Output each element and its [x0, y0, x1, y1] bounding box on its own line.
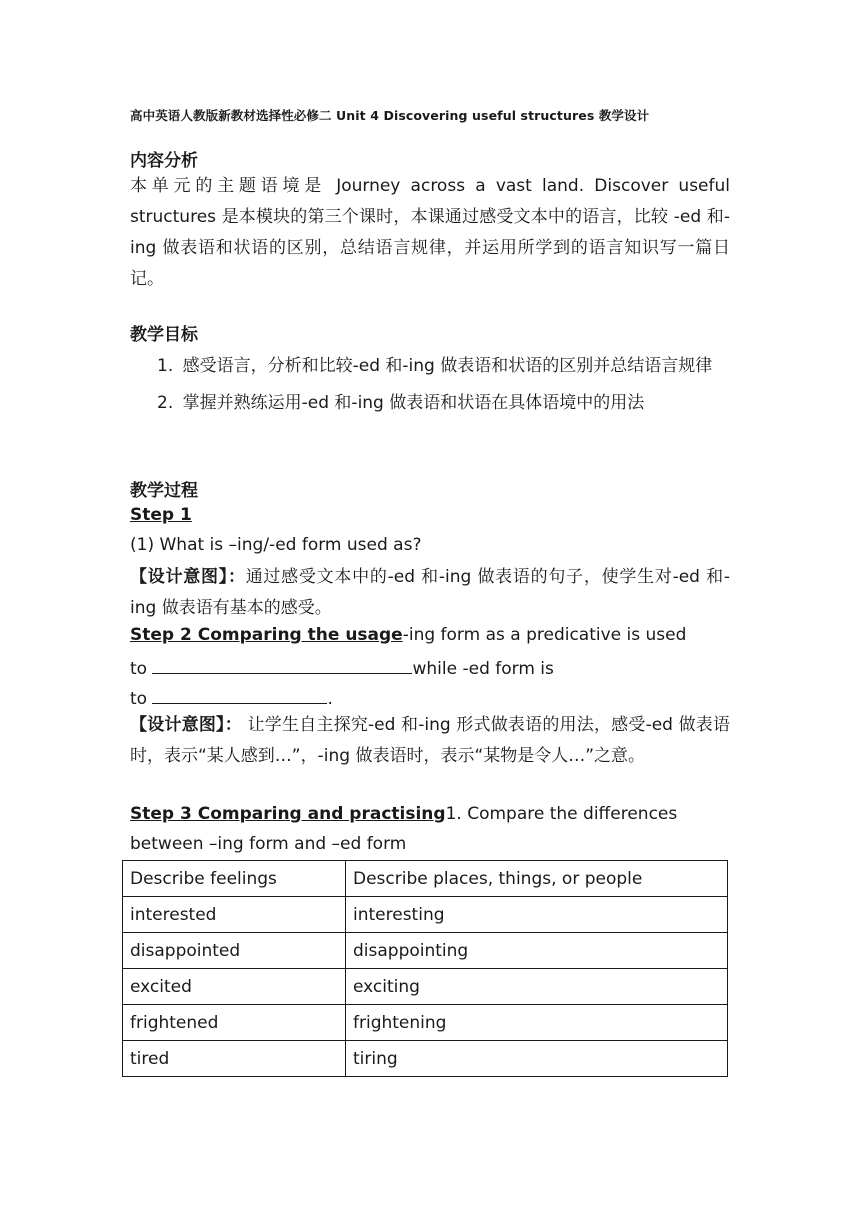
step3-text: 1. Compare the differences [445, 804, 678, 824]
document-title: 高中英语人教版新教材选择性必修二 Unit 4 Discovering useful structures 教学设计 [130, 108, 650, 123]
objective-number: 2. [157, 393, 174, 413]
table-cell: frightened [123, 1005, 346, 1041]
step2-heading: Step 2 Comparing the usage [130, 625, 403, 645]
comparison-table [122, 860, 728, 1077]
table-cell: disappointing [346, 933, 728, 969]
objectives-list [157, 350, 730, 420]
step3-line [130, 804, 677, 824]
answer-blank-2[interactable] [152, 685, 327, 704]
step2-intent [130, 710, 730, 772]
table-cell: disappointed [123, 933, 346, 969]
table-header-cell: Describe places, things, or people [346, 861, 728, 897]
table-cell: tiring [346, 1041, 728, 1077]
answer-blank-1[interactable] [152, 655, 412, 674]
table-row [123, 933, 728, 969]
step2-text: -ing form as a predicative is used [402, 625, 687, 645]
objective-text: 掌握并熟练运用-ed 和-ing 做表语和状语在具体语境中的用法 [182, 393, 645, 413]
table-cell: exciting [346, 969, 728, 1005]
step2-line [130, 625, 686, 645]
step2-text-b: while -ed form is [412, 659, 554, 679]
step3-text-b: between –ing form and –ed form [130, 834, 407, 854]
step1-intent [130, 562, 730, 624]
step2-end: . [327, 689, 333, 709]
table-cell: interested [123, 897, 346, 933]
step2-blank-line-2 [130, 685, 333, 709]
step1-heading: Step 1 [130, 505, 192, 525]
table-cell: tired [123, 1041, 346, 1077]
process-heading: 教学过程 [130, 481, 198, 501]
content-analysis-text: 本单元的主题语境是 Journey across a vast land. Discover useful structures 是本模块的第三个课时，本课通过感受文本中的语言，比较 -ed 和-ing 做表语和状语的区别，总结语言规律，并运用所学到的语言知识写一篇日记。 [130, 176, 730, 289]
objective-item [157, 350, 730, 383]
table-cell: excited [123, 969, 346, 1005]
table-header-row [123, 861, 728, 897]
intent-text: 通过感受文本中的-ed 和-ing 做表语的句子，使学生对-ed 和-ing 做表语有基本的感受。 [130, 567, 730, 618]
table-header-cell: Describe feelings [123, 861, 346, 897]
objective-text: 感受语言，分析和比较-ed 和-ing 做表语和状语的区别并总结语言规律 [182, 356, 713, 376]
table-row [123, 969, 728, 1005]
table-row [123, 897, 728, 933]
table-cell: interesting [346, 897, 728, 933]
table-row [123, 1041, 728, 1077]
intent-text: 让学生自主探究-ed 和-ing 形式做表语的用法，感受-ed 做表语时，表示“某人感到…”，-ing 做表语时，表示“某物是令人…”之意。 [130, 715, 730, 766]
intent-label: 【设计意图】： [130, 715, 242, 735]
step1-question: (1) What is –ing/-ed form used as? [130, 535, 422, 555]
step2-to: to [130, 689, 153, 709]
table-cell: frightening [346, 1005, 728, 1041]
step2-to: to [130, 659, 153, 679]
objective-item [157, 387, 730, 420]
step3-heading: Step 3 Comparing and practising [130, 804, 446, 824]
objective-number: 1. [157, 356, 174, 376]
content-analysis-heading: 内容分析 [130, 151, 198, 171]
step2-blank-line-1 [130, 655, 554, 679]
objectives-heading: 教学目标 [130, 325, 198, 345]
intent-label: 【设计意图】： [130, 567, 246, 587]
table-row [123, 1005, 728, 1041]
